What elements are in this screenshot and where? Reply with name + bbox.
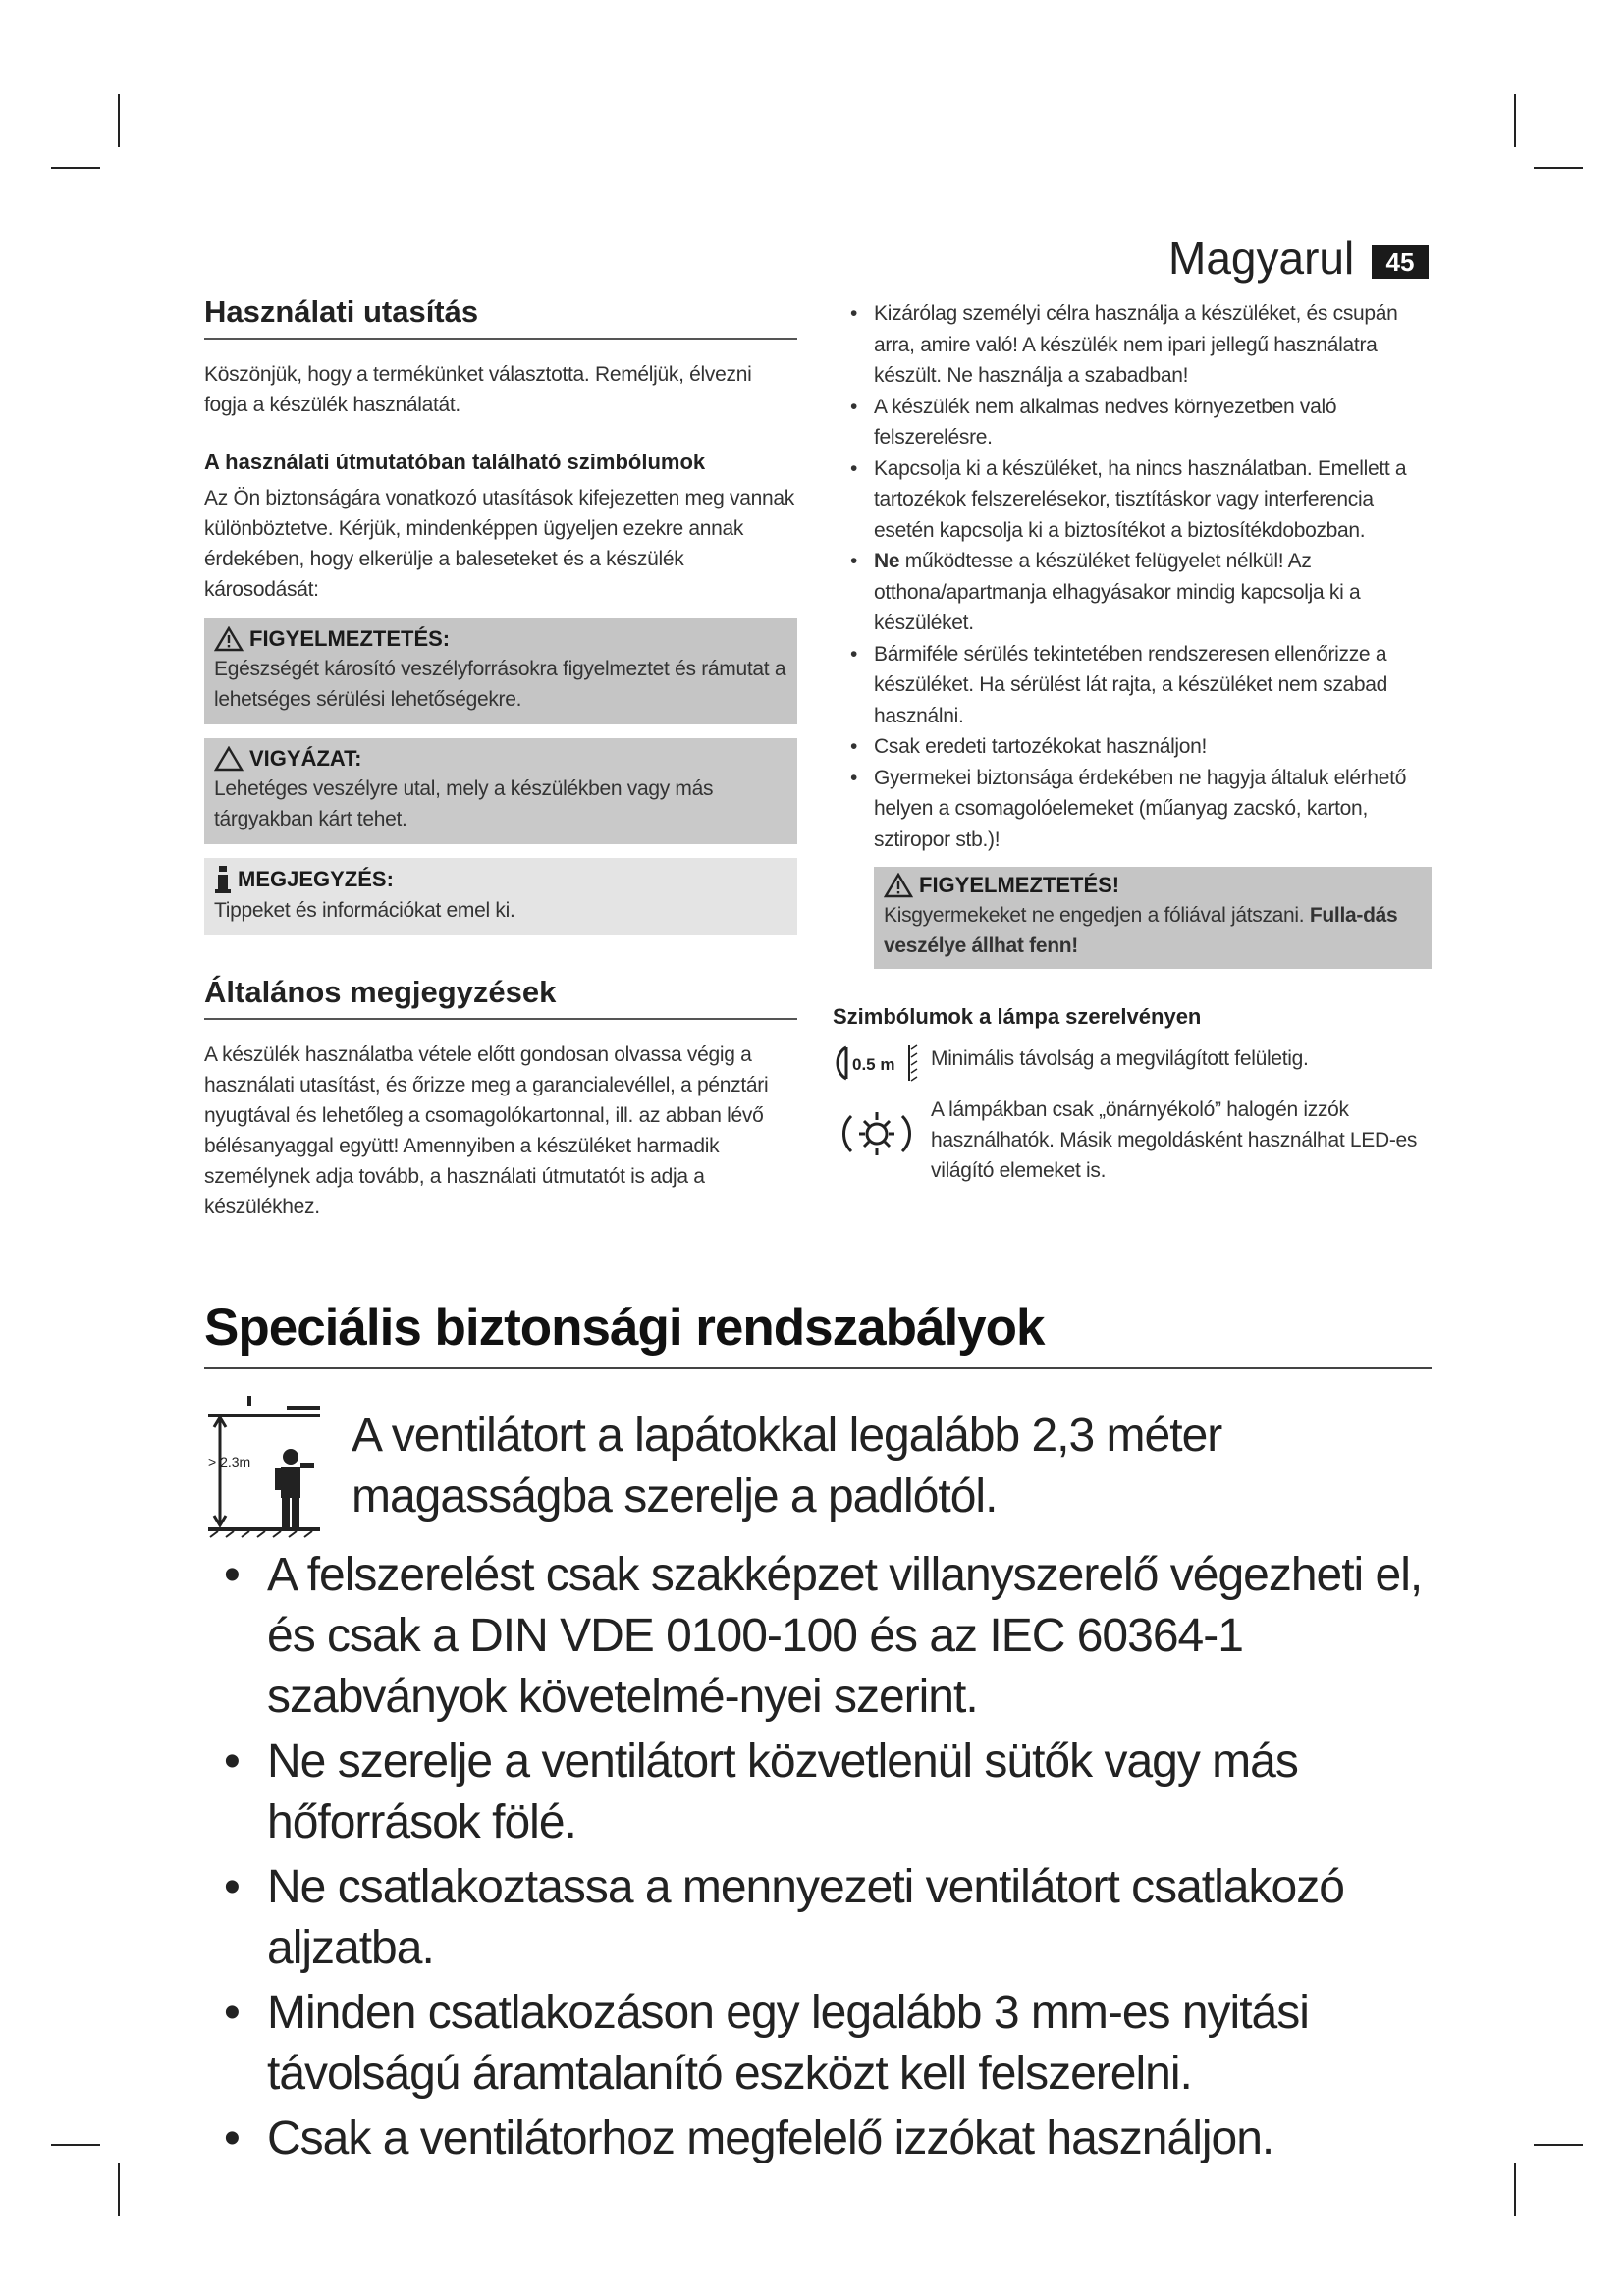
list-item: • A készülék nem alkalmas nedves környezetben való felszerelésre. (850, 395, 1337, 449)
crop-mark (1534, 2144, 1583, 2146)
section-title-instructions: Használati utasítás (204, 294, 797, 340)
child-warning-title: FIGYELMEZTETÉS! (919, 873, 1120, 897)
list-item: • Minden csatlakozáson egy legalább 3 mm-es nyitási távolságú áramtalanító eszközt kell felszerelni. (224, 1987, 1309, 2100)
symbols-text: Az Ön biztonságára vonatkozó utasítások kifejezetten meg vannak különböztetve. Kérjük, mindenképpen ügyeljen ezekre annak érdekében, hogy elkerülje a baleseteket és a készülék károsodását: (204, 487, 794, 601)
crop-mark (1534, 167, 1583, 169)
section-title-general: Általános megjegyzések (204, 975, 797, 1020)
symbols-heading: A használati útmutatóban található szimbólumok (204, 450, 706, 474)
crop-mark (1514, 2163, 1516, 2216)
note-text: Tippeket és információkat emel ki. (214, 899, 515, 922)
special-safety-list (204, 1545, 1441, 2173)
right-column (833, 298, 1432, 1198)
warning-triangle-icon (884, 873, 913, 898)
child-warning-box (874, 867, 1432, 969)
safety-bullet-list (833, 298, 1432, 855)
warning-box (204, 618, 797, 724)
self-shielded-halogen-icon (838, 1095, 916, 1173)
note-title: MEGJEGYZÉS: (238, 867, 394, 891)
general-text: A készülék használatba vétele előtt gondosan olvassa végig a használati utasítást, és őrizze meg a garancialevéllel, a pénztári nyugtával és lehetőleg a csomagolókartonnal, ill. az abban lévő bélésanyaggal együtt! Amennyiben a készüléket harmadik személynek adja tovább, a használati útmutatót is adja a készülékhez. (204, 1043, 769, 1218)
distance-label: 0.5 m (852, 1055, 895, 1074)
list-item: • Ne csatlakoztassa a mennyezeti ventilátort csatlakozó aljzatba. (224, 1861, 1344, 1974)
special-safety-title: Speciális biztonsági rendszabályok (204, 1298, 1432, 1369)
list-item: • A felszerelést csak szakképzet villanyszerelő végezheti el, és csak a DIN VDE 0100-100 és az IEC 60364-1 szabványok követelmé-nyei szerint. (224, 1549, 1423, 1723)
list-item: • Gyermekei biztonsága érdekében ne hagyja általuk elérhető helyen a csomagolóelemeket (műanyag zacskó, karton, sztiropor stb.)! (850, 766, 1407, 851)
lamp-halogen-text: A lámpákban csak „önárnyékoló” halogén izzók használhatók. Másik megoldásként használhat LED-es világító elemeket is. (931, 1098, 1418, 1182)
info-icon (214, 866, 232, 893)
crop-mark (51, 2144, 100, 2146)
minimum-distance-icon (833, 1043, 921, 1083)
left-column (204, 294, 797, 1252)
list-item: • Kizárólag személyi célra használja a készüléket, és csupán arra, amire való! A készülék nem ipari jellegű használatra készült. Ne használja a szabadban! (850, 302, 1398, 387)
caution-text: Lehetéges veszélyre utal, mely a készülékben vagy más tárgyakban kárt tehet. (214, 777, 714, 830)
crop-mark (51, 167, 100, 169)
list-item: • Bármiféle sérülés tekintetében rendszeresen ellenőrizze a készüléket. Ha sérülést lát rajta, a készüléket nem szabad használni. (850, 642, 1388, 727)
caution-triangle-icon (214, 746, 244, 772)
lamp-distance-text: Minimális távolság a megvilágított felületig. (931, 1047, 1309, 1070)
list-item: • Csak a ventilátorhoz megfelelő izzókat használjon. (224, 2112, 1274, 2164)
lamp-halogen-symbol-row (833, 1095, 1432, 1186)
lamp-distance-symbol-row (833, 1043, 1432, 1083)
mounting-height-icon (206, 1394, 322, 1539)
child-warning-text: Kisgyermekeket ne engedjen a fóliával játszani. Fulla-dás veszélye állhat fenn! (884, 904, 1398, 957)
mounting-height-text: A ventilátort a lapátokkal legalább 2,3 méter magasságba szerelje a padlótól. (352, 1410, 1222, 1522)
mounting-height-pictogram (206, 1394, 322, 1539)
list-item: • Kapcsolja ki a készüléket, ha nincs használatban. Emellett a tartozékok felszerelésekor, tisztításkor vagy interferencia esetén kapcsolja ki a biztosítékot a biztosítékdobozban. (850, 456, 1407, 542)
page-language: Magyarul (1168, 233, 1355, 284)
caution-box (204, 738, 797, 844)
lamp-symbols-heading: Szimbólumok a lámpa szerelvényen (833, 1004, 1202, 1029)
intro-text: Köszönjük, hogy a termékünket választotta. Reméljük, élvezni fogja a készülék használatát. (204, 363, 752, 416)
warning-title: FIGYELMEZTETÉS: (249, 626, 451, 651)
page-number: 45 (1372, 245, 1429, 279)
height-label: > 2.3m (208, 1454, 251, 1469)
list-item: • Ne működtesse a készüléket felügyelet nélkül! Az otthona/apartmanja elhagyásakor mindig kapcsolja ki a készüléket. (850, 550, 1361, 634)
warning-text: Egészségét károsító veszélyforrásokra figyelmeztet és rámutat a lehetséges sérülési lehetőségekre. (214, 658, 786, 711)
note-box (204, 858, 797, 935)
warning-triangle-icon (214, 626, 244, 652)
list-item: • Csak eredeti tartozékokat használjon! (850, 735, 1208, 758)
crop-mark (118, 94, 120, 147)
caution-title: VIGYÁZAT: (249, 746, 362, 771)
list-item: • Ne szerelje a ventilátort közvetlenül sütők vagy más hőforrások fölé. (224, 1735, 1298, 1848)
crop-mark (1514, 94, 1516, 147)
crop-mark (118, 2163, 120, 2216)
